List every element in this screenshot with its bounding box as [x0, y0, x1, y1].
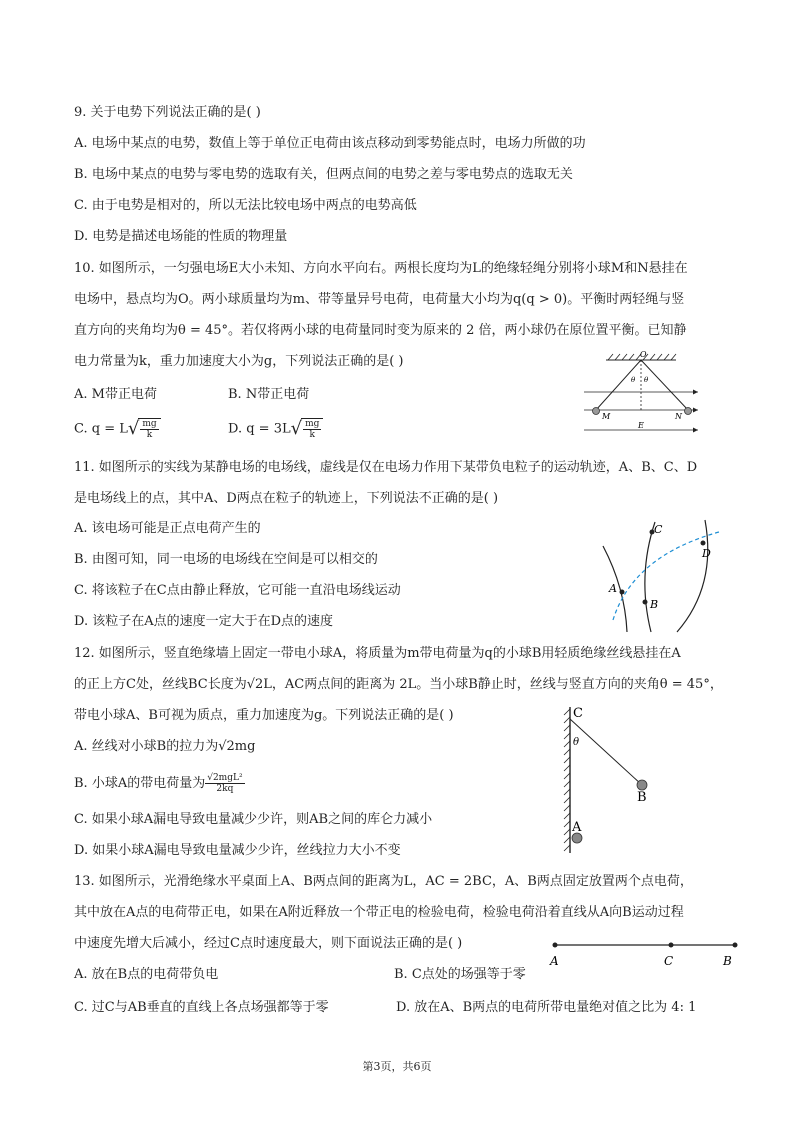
q11-option-d: D. 该粒子在A点的速度一定大于在D点的速度 [74, 614, 334, 629]
q11-point-D [701, 541, 706, 546]
q10-rope-M [596, 360, 641, 410]
q11-figure [597, 516, 727, 634]
q11-label-B: B [650, 598, 659, 611]
q12-figure [558, 705, 658, 855]
q10-stem-line4: 电力常量为k，重力加速度大小为g，下列说法正确的是( ) [74, 354, 404, 369]
q12-label-B: B [637, 790, 647, 805]
q10-stem-line3: 直方向的夹角均为θ = 45°。若仅将两小球的电荷量同时变为原来的 2 倍，两小球仍在原位置平衡。已知静 [74, 323, 687, 338]
q13-point-A [553, 943, 558, 948]
q13-point-C [669, 943, 674, 948]
q11-stem-line1: 11. 如图所示的实线为某静电场的电场线，虚线是仅在电场力作用下某带负电粒子的运动轨迹，A、B、C、D [74, 460, 698, 475]
q10-c-frac-num: mg [142, 419, 157, 429]
q10-stem-line1: 10. 如图所示，一匀强电场E大小未知、方向水平向右。两根长度均为L的绝缘轻绳分别将小球M和N悬挂在 [74, 261, 688, 276]
q10-label-N: N [675, 412, 682, 421]
q12-option-d: D. 如果小球A漏电导致电量减少少许，丝线拉力大小不变 [74, 843, 401, 858]
q12-option-b [74, 773, 245, 794]
q10-field-arrow-2 [693, 408, 698, 413]
q12-label-C: C [573, 706, 583, 721]
q13-option-b: B. C点处的场强等于零 [394, 967, 526, 982]
q12-stem-line2: 的正上方C处，丝线BC长度为√2L，AC两点间的距离为 2L。当小球B静止时，丝线与竖直方向的夹角θ = 45°， [74, 677, 723, 692]
q12-string-BC [570, 719, 642, 785]
q13-figure [546, 936, 746, 970]
q12-stem-line3: 带电小球A、B可视为质点，重力加速度为g。下列说法正确的是( ) [74, 708, 454, 723]
q11-stem-line2: 是电场线上的点，其中A、D两点在粒子的轨迹上，下列说法不正确的是( ) [74, 491, 499, 506]
q13-stem-line3: 中速度先增大后减小，经过C点时速度最大，则下面说法正确的是( ) [74, 936, 463, 951]
q10-d-frac-num: mg [305, 419, 320, 429]
q12-ball-B [637, 780, 647, 790]
q10-option-d: D. q = 3L√ $\frac{mg}{k}$ [228, 418, 323, 440]
q11-label-D: D [702, 547, 711, 560]
q13-point-B [733, 943, 738, 948]
q13-label-C: C [664, 954, 674, 968]
q11-point-B [643, 600, 648, 605]
q10-field-arrow-1 [693, 390, 698, 395]
q10-theta-left: θ [631, 376, 636, 384]
q10-label-M: M [602, 412, 611, 421]
q10-label-O: O [640, 350, 647, 359]
q10-rope-N [641, 360, 688, 410]
q12-b-frac-den: 2kq [216, 784, 234, 794]
q11-field-line-middle [645, 522, 655, 632]
q10-label-E: E [638, 421, 644, 430]
q10-stem-line2: 电场中，悬点均为O。两小球质量均为m、带等量异号电荷，电荷量大小均为q(q > 0)。平衡时两轻绳与竖 [74, 292, 685, 307]
q13-option-c: C. 过C与AB垂直的直线上各点场强都等于零 [74, 1000, 329, 1015]
q11-option-c: C. 将该粒子在C点由静止释放，它可能一直沿电场线运动 [74, 583, 401, 598]
q12-b-frac-num: √2mgL² [207, 773, 243, 783]
q11-label-A: A [609, 582, 617, 595]
q11-option-b: B. 由图可知，同一电场的电场线在空间是可以相交的 [74, 552, 378, 567]
q10-option-d-prefix: D. q = 3L [228, 421, 291, 437]
q11-option-a: A. 该电场可能是正点电荷产生的 [74, 521, 261, 536]
q10-d-frac-den: k [309, 430, 315, 440]
q9-option-a: A. 电场中某点的电势，数值上等于单位正电荷由该点移动到零势能点时，电场力所做的功 [74, 136, 586, 151]
q11-label-C: C [654, 523, 663, 536]
q10-theta-right: θ [644, 376, 649, 384]
q12-stem-line1: 12. 如图所示，竖直绝缘墙上固定一带电小球A，将质量为m带电荷量为q的小球B用轻质绝缘丝线悬挂在A [74, 646, 681, 661]
q13-label-B: B [723, 954, 732, 968]
q12-theta: θ [573, 737, 580, 748]
q12-wall-hatch [564, 709, 570, 851]
q10-field-arrow-3 [693, 428, 698, 433]
q13-label-A: A [550, 954, 559, 968]
q9-stem: 9. 关于电势下列说法正确的是( ) [74, 105, 261, 120]
q12-option-a: A. 丝线对小球B的拉力为√2mg [74, 739, 256, 754]
q10-ball-M [593, 408, 600, 415]
q10-figure [584, 348, 704, 438]
q10-option-c: C. q = L√ $\frac{mg}{k}$ [74, 418, 161, 440]
q10-c-frac-den: k [146, 430, 153, 440]
q12-option-b-prefix: B. 小球A的带电荷量为 [74, 776, 206, 791]
q11-point-A [620, 590, 625, 595]
q10-ball-N [685, 408, 692, 415]
q10-option-c-prefix: C. q = L [74, 421, 128, 437]
q9-option-c: C. 由于电势是相对的，所以无法比较电场中两点的电势高低 [74, 198, 417, 213]
q13-stem-line1: 13. 如图所示，光滑绝缘水平桌面上A、B两点间的距离为L，AC = 2BC，A、B两点固定放置两个点电荷， [74, 874, 693, 889]
q10-option-b: B. N带正电荷 [228, 387, 310, 402]
q12-label-A: A [572, 820, 582, 835]
q13-stem-line2: 其中放在A点的电荷带正电，如果在A附近释放一个带正电的检验电荷，检验电荷沿着直线从A向B运动过程 [74, 905, 684, 920]
q12-option-c: C. 如果小球A漏电导致电量减少少许，则AB之间的库仑力减小 [74, 812, 433, 827]
page-footer: 第3页，共6页 [362, 1060, 432, 1073]
q9-option-b: B. 电场中某点的电势与零电势的选取有关，但两点间的电势之差与零电势点的选取无关 [74, 167, 573, 182]
q9-option-d: D. 电势是描述电场能的性质的物理量 [74, 229, 288, 244]
q13-option-d: D. 放在A、B两点的电荷所带电量绝对值之比为 4: 1 [396, 1000, 697, 1015]
q10-option-a: A. M带正电荷 [74, 387, 157, 402]
q13-option-a: A. 放在B点的电荷带负电 [74, 967, 219, 982]
